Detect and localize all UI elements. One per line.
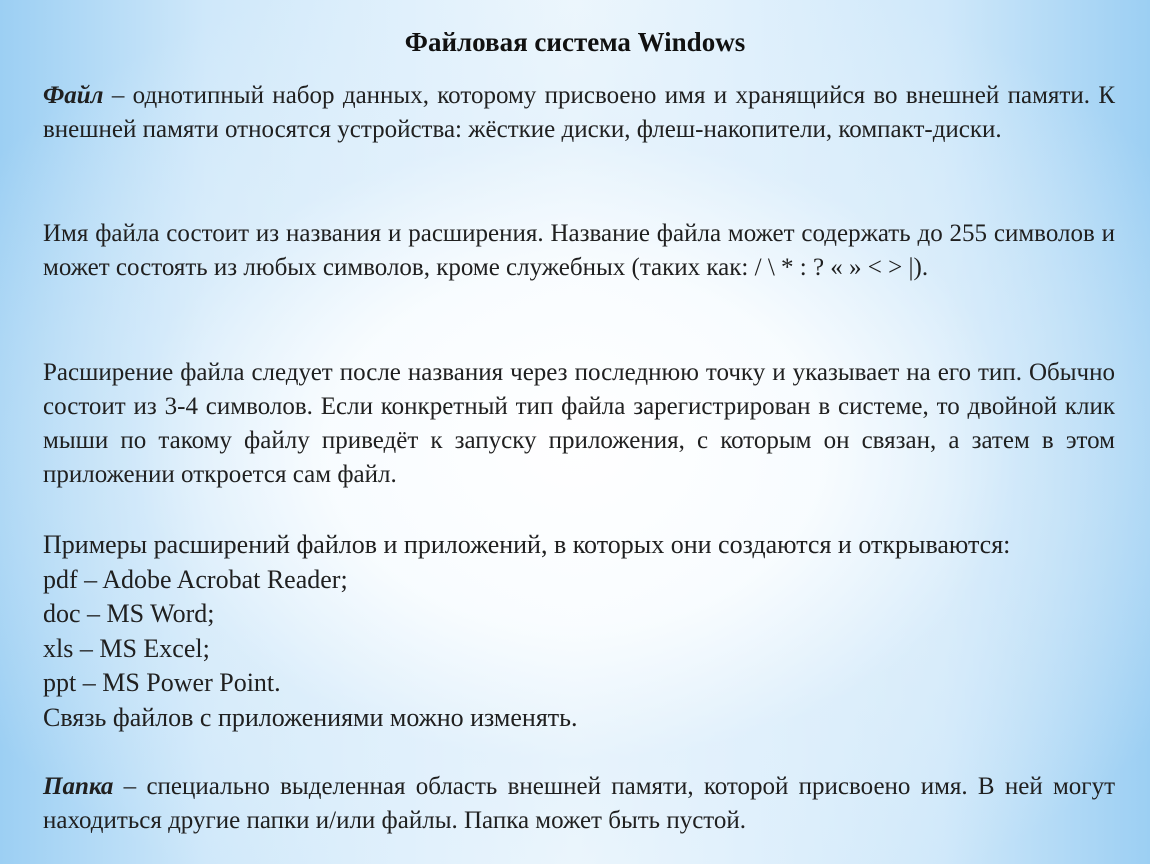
example-item-doc: doc – MS Word; <box>43 599 215 628</box>
examples-block <box>43 528 1115 735</box>
file-definition-paragraph <box>43 79 1115 147</box>
file-term: Файл <box>43 82 104 109</box>
examples-intro: Примеры расширений файлов и приложений, в которых они создаются и открываются: <box>43 530 1011 559</box>
file-definition-text: – однотипный набор данных, которому присвоено имя и хранящийся во внешней памяти. К внешней памяти относятся устройства: жёсткие диски, флеш-накопители, компакт-диски. <box>43 82 1115 143</box>
example-item-ppt: ppt – MS Power Point. <box>43 668 281 697</box>
folder-definition-paragraph <box>43 770 1115 838</box>
examples-note: Связь файлов с приложениями можно изменять. <box>43 702 578 732</box>
folder-term: Папка <box>43 773 114 800</box>
extension-paragraph: Расширение файла следует после названия через последнюю точку и указывает на его тип. Обычно состоит из 3-4 символов. Если конкретный тип файла зарегистрирован в системе, то двойной клик мыши по такому файлу приведёт к запуску приложения, с которым он связан, а затем в этом приложении откроется сам файл. <box>43 359 1115 488</box>
filename-paragraph: Имя файла состоит из названия и расширения. Название файла может содержать до 255 символов и может состоять из любых символов, кроме служебных (таких как: / \ * : ? « » < > |). <box>43 220 1115 281</box>
page-title: Файловая система Windows <box>404 27 746 57</box>
folder-definition-text: – специально выделенная область внешней памяти, которой присвоено имя. В ней могут находиться другие папки и/или файлы. Папка может быть пустой. <box>43 773 1115 834</box>
example-item-xls: xls – MS Excel; <box>43 633 210 663</box>
example-item-pdf: pdf – Adobe Acrobat Reader; <box>43 564 348 594</box>
